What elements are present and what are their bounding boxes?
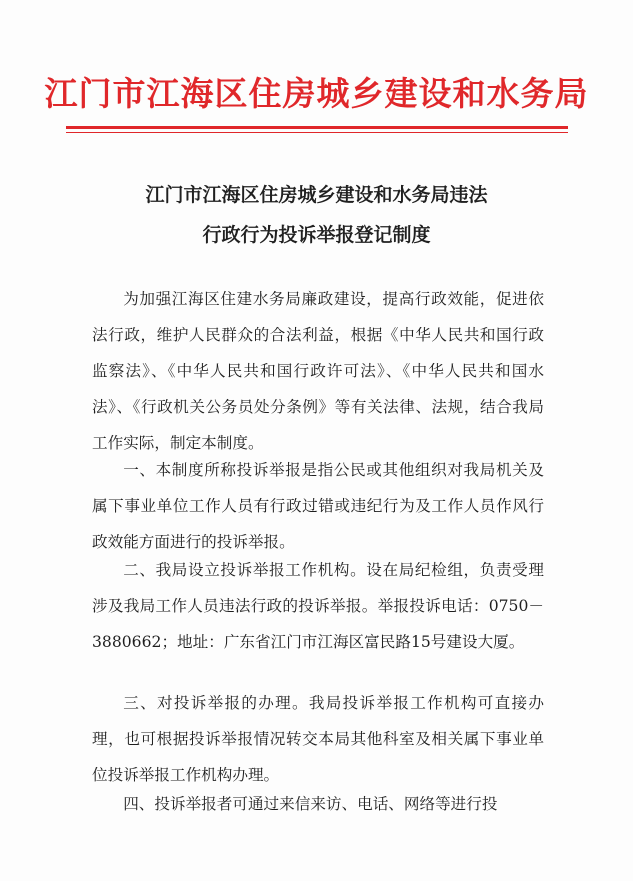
paragraph-article-3: 三、对投诉举报的办理。我局投诉举报工作机构可直接办理，也可根据投诉举报情况转交本局其他科室及相关属下事业单位投诉举报工作机构办理。 [92,694,544,784]
paragraph-article-2: 二、我局设立投诉举报工作机构。设在局纪检组，负责受理涉及我局工作人员违法行政的投诉举报。举报投诉电话：0750－3880662；地址：广东省江门市江海区富民路15号建设大厦。 [92,561,544,651]
document-title-line-1: 江门市江海区住房城乡建设和水务局违法 [145,184,488,206]
letterhead-red-rule-thin [66,132,568,133]
letterhead-red-rule-thick [66,126,568,129]
paragraph-article-4: 四、投诉举报者可通过来信来访、电话、网络等进行投 [123,795,498,813]
paragraph-preamble: 为加强江海区住建水务局廉政建设，提高行政效能，促进依法行政，维护人民群众的合法利益，根据《中华人民共和国行政监察法》、《中华人民共和国行政许可法》、《中华人民共和国水法》、《行政机关公务员处分条例》等有关法律、法规，结合我局工作实际，制定本制度。 [92,290,544,452]
document-title-line-2: 行政行为投诉举报登记制度 [202,224,431,246]
paragraph-article-1: 一、本制度所称投诉举报是指公民或其他组织对我局机关及属下事业单位工作人员有行政过错或违纪行为及工作人员作风行政效能方面进行的投诉举报。 [92,461,544,551]
letterhead-org-name: 江门市江海区住房城乡建设和水务局 [44,74,589,113]
